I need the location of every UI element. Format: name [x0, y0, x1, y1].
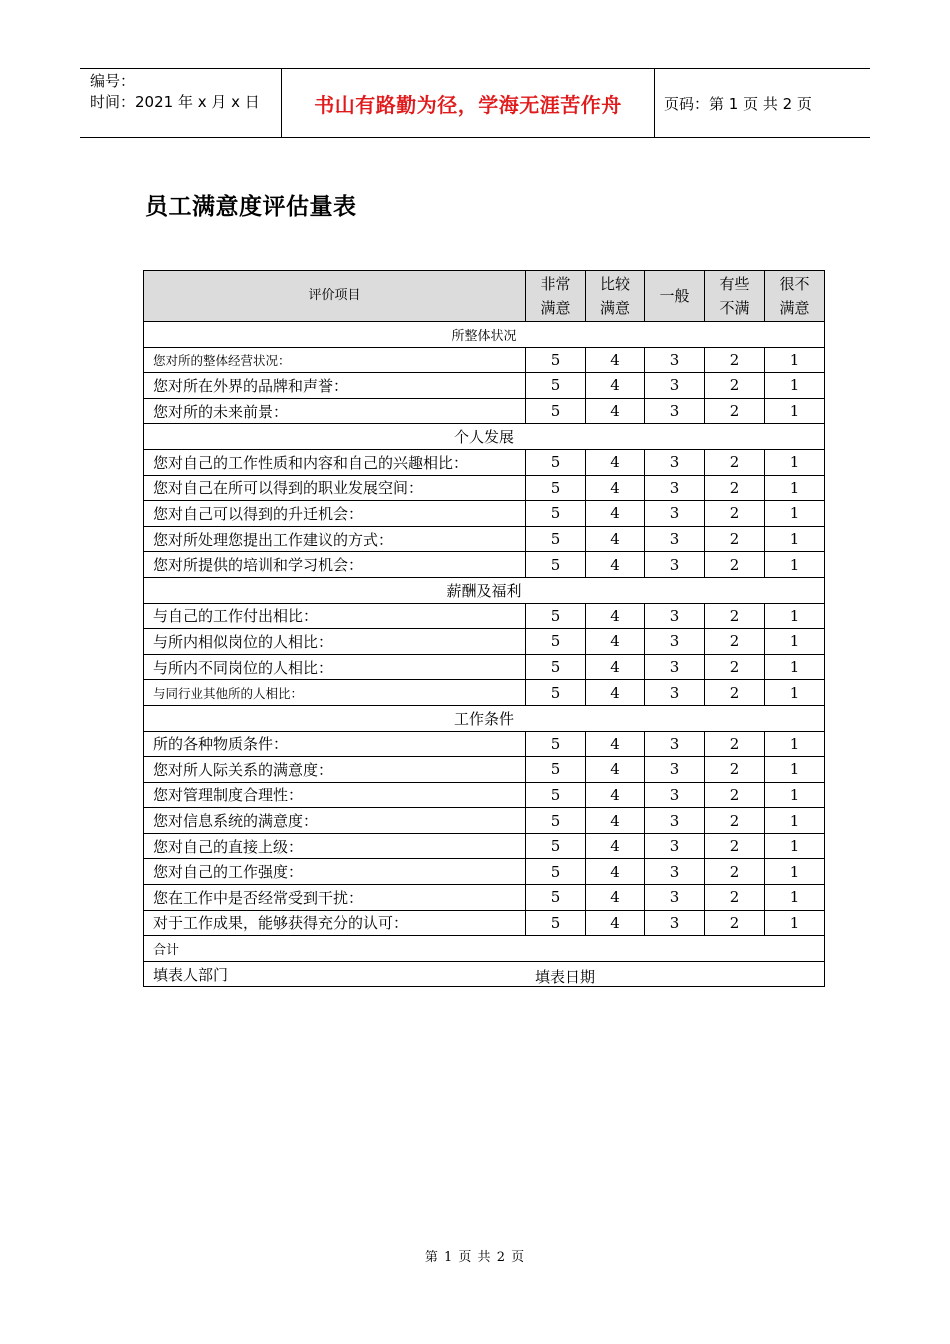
score-cell[interactable]: 5 — [526, 833, 586, 859]
score-cell[interactable]: 2 — [705, 808, 765, 834]
header-very-satisfied: 非常 满意 — [526, 271, 586, 322]
score-cell[interactable]: 1 — [765, 910, 825, 936]
score-cell[interactable]: 1 — [765, 373, 825, 399]
item-label: 您对所在外界的品牌和声誉： — [144, 373, 526, 399]
score-cell[interactable]: 3 — [645, 629, 705, 655]
item-label: 您对所人际关系的满意度： — [144, 757, 526, 783]
table-row — [144, 757, 825, 783]
item-label: 您在工作中是否经常受到干扰： — [144, 885, 526, 911]
score-cell[interactable]: 4 — [586, 475, 645, 501]
table-row — [144, 347, 825, 373]
score-cell[interactable]: 3 — [645, 347, 705, 373]
item-label: 您对管理制度合理性： — [144, 782, 526, 808]
score-cell[interactable]: 2 — [705, 347, 765, 373]
score-cell[interactable]: 1 — [765, 526, 825, 552]
total-label: 合计 — [144, 936, 825, 962]
item-label: 您对自己在所可以得到的职业发展空间： — [144, 475, 526, 501]
score-cell[interactable]: 2 — [705, 449, 765, 475]
table-row — [144, 680, 825, 706]
header-dissatisfied: 有些 不满 — [705, 271, 765, 322]
score-cell[interactable]: 1 — [765, 654, 825, 680]
score-cell[interactable]: 1 — [765, 475, 825, 501]
score-cell[interactable]: 3 — [645, 833, 705, 859]
score-cell[interactable]: 2 — [705, 859, 765, 885]
score-cell[interactable]: 4 — [586, 782, 645, 808]
item-label: 您对所的未来前景： — [144, 398, 526, 424]
score-cell[interactable]: 2 — [705, 910, 765, 936]
score-cell[interactable]: 3 — [645, 859, 705, 885]
score-cell[interactable]: 5 — [526, 629, 586, 655]
table-row — [144, 910, 825, 936]
score-cell[interactable]: 3 — [645, 398, 705, 424]
score-cell[interactable]: 3 — [645, 603, 705, 629]
table-header-row — [144, 271, 825, 322]
score-cell[interactable]: 3 — [645, 449, 705, 475]
score-cell[interactable]: 1 — [765, 347, 825, 373]
score-cell[interactable]: 3 — [645, 680, 705, 706]
score-cell[interactable]: 1 — [765, 808, 825, 834]
score-cell[interactable]: 4 — [586, 373, 645, 399]
table-row — [144, 808, 825, 834]
score-cell[interactable]: 2 — [705, 629, 765, 655]
item-label: 与同行业其他所的人相比： — [144, 680, 526, 706]
table-row — [144, 629, 825, 655]
score-cell[interactable]: 5 — [526, 731, 586, 757]
score-cell[interactable]: 5 — [526, 808, 586, 834]
table-row — [144, 782, 825, 808]
score-cell[interactable]: 1 — [765, 552, 825, 578]
score-cell[interactable]: 3 — [645, 885, 705, 911]
header-page-info: 页码：第 1 页 共 2 页 — [664, 94, 812, 113]
score-cell[interactable]: 1 — [765, 629, 825, 655]
item-label: 与所内不同岗位的人相比： — [144, 654, 526, 680]
score-cell[interactable]: 4 — [586, 347, 645, 373]
score-cell[interactable]: 5 — [526, 398, 586, 424]
section-row — [144, 705, 825, 731]
header-neutral: 一般 — [645, 271, 705, 322]
table-row — [144, 731, 825, 757]
item-label: 您对自己的工作性质和内容和自己的兴趣相比： — [144, 449, 526, 475]
score-cell[interactable]: 5 — [526, 859, 586, 885]
header-satisfied: 比较 满意 — [586, 271, 645, 322]
table-row — [144, 449, 825, 475]
score-cell[interactable]: 3 — [645, 526, 705, 552]
section-row — [144, 424, 825, 450]
survey-table — [143, 270, 825, 987]
score-cell[interactable]: 1 — [765, 680, 825, 706]
score-cell[interactable]: 1 — [765, 501, 825, 527]
item-label: 您对所处理您提出工作建议的方式： — [144, 526, 526, 552]
table-row — [144, 475, 825, 501]
score-cell[interactable]: 1 — [765, 757, 825, 783]
score-cell[interactable]: 4 — [586, 833, 645, 859]
table-row — [144, 552, 825, 578]
score-cell[interactable]: 4 — [586, 629, 645, 655]
score-cell[interactable]: 4 — [586, 757, 645, 783]
table-row — [144, 859, 825, 885]
section-title: 工作条件 — [144, 705, 825, 731]
table-row — [144, 501, 825, 527]
score-cell[interactable]: 5 — [526, 347, 586, 373]
item-label: 与自己的工作付出相比： — [144, 603, 526, 629]
table-row — [144, 526, 825, 552]
score-cell[interactable]: 1 — [765, 782, 825, 808]
score-cell[interactable]: 3 — [645, 475, 705, 501]
item-label: 您对自己的直接上级： — [144, 833, 526, 859]
header-item: 评价项目 — [144, 271, 526, 322]
score-cell[interactable]: 4 — [586, 501, 645, 527]
score-cell[interactable]: 2 — [705, 526, 765, 552]
score-cell[interactable]: 5 — [526, 782, 586, 808]
header-motto: 书山有路勤为径，学海无涯苦作舟 — [282, 69, 655, 137]
score-cell[interactable]: 5 — [526, 501, 586, 527]
section-row — [144, 322, 825, 348]
score-cell[interactable]: 2 — [705, 680, 765, 706]
score-cell[interactable]: 3 — [645, 808, 705, 834]
document-title: 员工满意度评估量表 — [145, 194, 357, 220]
score-cell[interactable]: 3 — [645, 552, 705, 578]
score-cell[interactable]: 1 — [765, 398, 825, 424]
score-cell[interactable]: 2 — [705, 475, 765, 501]
score-cell[interactable]: 1 — [765, 833, 825, 859]
score-cell[interactable]: 5 — [526, 885, 586, 911]
score-cell[interactable]: 1 — [765, 603, 825, 629]
score-cell[interactable]: 5 — [526, 526, 586, 552]
score-cell[interactable]: 5 — [526, 654, 586, 680]
score-cell[interactable]: 4 — [586, 731, 645, 757]
item-label: 与所内相似岗位的人相比： — [144, 629, 526, 655]
score-cell[interactable]: 4 — [586, 910, 645, 936]
score-cell[interactable]: 2 — [705, 552, 765, 578]
table-row — [144, 885, 825, 911]
time-label: 时间：2021 年 x 月 x 日 — [90, 93, 260, 111]
header-meta — [80, 69, 282, 137]
score-cell[interactable]: 4 — [586, 526, 645, 552]
section-title: 所整体状况 — [144, 322, 825, 348]
score-cell[interactable]: 2 — [705, 782, 765, 808]
table-row — [144, 654, 825, 680]
score-cell[interactable]: 4 — [586, 603, 645, 629]
table-row — [144, 833, 825, 859]
score-cell[interactable]: 5 — [526, 449, 586, 475]
section-title: 个人发展 — [144, 424, 825, 450]
score-cell[interactable]: 3 — [645, 731, 705, 757]
table-row — [144, 373, 825, 399]
item-label: 所的各种物质条件： — [144, 731, 526, 757]
signoff-cell — [144, 961, 825, 987]
score-cell[interactable]: 1 — [765, 449, 825, 475]
table-row — [144, 603, 825, 629]
score-cell[interactable]: 2 — [705, 654, 765, 680]
score-cell[interactable]: 4 — [586, 654, 645, 680]
score-cell[interactable]: 1 — [765, 859, 825, 885]
table-row — [144, 398, 825, 424]
score-cell[interactable]: 5 — [526, 373, 586, 399]
score-cell[interactable]: 4 — [586, 398, 645, 424]
score-cell[interactable]: 3 — [645, 501, 705, 527]
section-row — [144, 577, 825, 603]
score-cell[interactable]: 4 — [586, 808, 645, 834]
score-cell[interactable]: 2 — [705, 398, 765, 424]
page-footer: 第 1 页 共 2 页 — [424, 1250, 526, 1265]
page-header — [80, 68, 870, 138]
score-cell[interactable]: 3 — [645, 757, 705, 783]
item-label: 您对信息系统的满意度： — [144, 808, 526, 834]
section-title: 薪酬及福利 — [144, 577, 825, 603]
score-cell[interactable]: 3 — [645, 373, 705, 399]
dept-label: 填表人部门 — [153, 965, 229, 984]
score-cell[interactable]: 5 — [526, 552, 586, 578]
item-label: 您对所提供的培训和学习机会： — [144, 552, 526, 578]
score-cell[interactable]: 4 — [586, 552, 645, 578]
score-cell[interactable]: 4 — [586, 449, 645, 475]
date-label: 填表日期 — [535, 967, 596, 986]
score-cell[interactable]: 4 — [586, 680, 645, 706]
score-cell[interactable]: 4 — [586, 885, 645, 911]
score-cell[interactable]: 5 — [526, 680, 586, 706]
header-very-dissatisfied: 很不 满意 — [765, 271, 825, 322]
score-cell[interactable]: 1 — [765, 731, 825, 757]
score-cell[interactable]: 1 — [765, 885, 825, 911]
number-label: 编号： — [90, 72, 136, 90]
score-cell[interactable]: 3 — [645, 654, 705, 680]
score-cell[interactable]: 2 — [705, 833, 765, 859]
score-cell[interactable]: 2 — [705, 373, 765, 399]
item-label: 您对自己的工作强度： — [144, 859, 526, 885]
score-cell[interactable]: 5 — [526, 603, 586, 629]
score-cell[interactable]: 4 — [586, 859, 645, 885]
item-label: 对于工作成果，能够获得充分的认可： — [144, 910, 526, 936]
score-cell[interactable]: 5 — [526, 757, 586, 783]
score-cell[interactable]: 2 — [705, 731, 765, 757]
score-cell[interactable]: 3 — [645, 910, 705, 936]
total-row — [144, 936, 825, 962]
score-cell[interactable]: 2 — [705, 603, 765, 629]
item-label: 您对所的整体经营状况： — [144, 347, 526, 373]
score-cell[interactable]: 5 — [526, 475, 586, 501]
score-cell[interactable]: 2 — [705, 885, 765, 911]
score-cell[interactable]: 5 — [526, 910, 586, 936]
score-cell[interactable]: 2 — [705, 757, 765, 783]
score-cell[interactable]: 3 — [645, 782, 705, 808]
signoff-row — [144, 961, 825, 987]
item-label: 您对自己可以得到的升迁机会： — [144, 501, 526, 527]
score-cell[interactable]: 2 — [705, 501, 765, 527]
survey-body — [144, 322, 825, 987]
